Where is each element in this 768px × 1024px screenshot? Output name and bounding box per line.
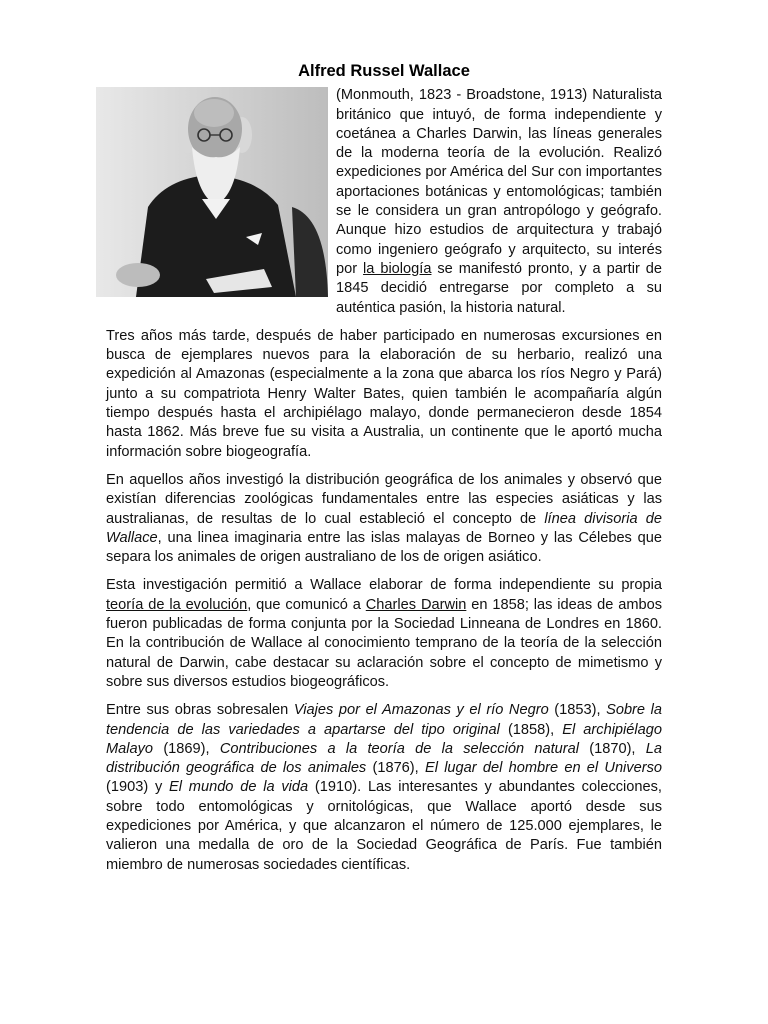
book-title: Sobre la tendencia de las variedades a apartarse del tipo original (106, 702, 662, 738)
book-title: El lugar del hombre en el Universo (424, 760, 662, 777)
text-run: (1876), (366, 760, 425, 777)
text-run: (1869), (153, 740, 220, 757)
paragraph-wallace-line (106, 471, 662, 567)
text-run: (1910). Las interesantes y abundantes colecciones, sobre todo entomológicas y ornitológicas, que Wallace aportó desde sus expediciones por América, y que alcanzaron el número de 125.000 ejemplares, le valieron una medalla de oro de la Sociedad Geográfica de París. Fue también miembro de numerosas sociedades científicas. (106, 779, 662, 873)
text-run: (1903) y (106, 779, 170, 796)
text-run: Esta investigación permitió a Wallace elaborar de forma independiente su propia (106, 577, 662, 594)
document-title: Alfred Russel Wallace (298, 62, 470, 80)
portrait-photo (96, 87, 328, 297)
text-run: en 1858; las ideas de ambos fueron publicadas de forma conjunta por la Sociedad Linneana de Londres en 1860. En la contribución de Wallace al conocimiento temprano de la teoría de la selección natural de Darwin, cabe destacar su aclaración sobre el concepto de mimetismo y sobre sus diversos estudios biogeográficos. (106, 596, 663, 690)
link-la-biologia[interactable]: la biología (363, 260, 432, 277)
link-teoria-evolucion[interactable]: teoría de la evolución (106, 596, 248, 613)
text-run: se manifestó pronto, y a partir de 1845 decidió entregarse por completo a su auténtica pasión, la historia natural. (336, 260, 662, 316)
book-title: La distribución geográfica de los animales (106, 740, 662, 777)
text-run: (1853), (548, 702, 607, 719)
text-run: (Monmouth, 1823 - Broadstone, 1913) Naturalista británico que intuyó, de forma independiente y coetánea a Charles Darwin, las líneas generales de la moderna teoría de la evolución. Realizó expediciones por América del Sur con importantes aportaciones botánicas y entomológicas; también se le considera un gran antropólogo y geógrafo. Aunque hizo estudios de arquitectura y trabajó como ingeniero geógrafo y arquitecto, su interés por (336, 87, 662, 277)
text-run: (1858), (499, 721, 563, 738)
text-run: En aquellos años investigó la distribución geográfica de los animales y observó que existían diferencias zoológicas fundamentales entre las especies asiáticas y las australianas, de resultas de lo cual estableció el concepto de (106, 471, 662, 527)
text-run: Entre sus obras sobresalen (106, 702, 294, 719)
paragraph-expeditions: Tres años más tarde, después de haber participado en numerosas excursiones en busca de ejemplares nuevos para la elaboración de su herbario, realizó una expedición al Amazonas (especialmente a la zona que abarca los ríos Negro y Pará) junto a su compatriota Henry Walter Bates, quien también le acompañaría algún tiempo después hasta el archipiélago malayo, donde permanecieron desde 1854 hasta 1862. Más breve fue su visita a Australia, un continente que le aportó mucha información sobre biogeografía. (106, 327, 662, 460)
text-run: , una linea imaginaria entre las islas malayas de Borneo y las Célebes que separa los animales de origen australiano de los de origen asiático. (106, 529, 662, 566)
book-title: El archipiélago Malayo (106, 721, 663, 757)
document-page (106, 62, 662, 884)
book-title: Contribuciones a la teoría de la selección natural (219, 740, 579, 757)
italic-term: línea divisoria de Wallace (106, 510, 662, 546)
text-run: (1870), (578, 740, 646, 757)
book-title: El mundo de la vida (169, 779, 309, 796)
text-run: , que comunicó a (247, 596, 366, 613)
paragraph-works (106, 701, 662, 875)
paragraph-evolution (106, 576, 662, 692)
link-charles-darwin[interactable]: Charles Darwin (365, 596, 467, 613)
portrait-image (96, 87, 328, 297)
book-title: Viajes por el Amazonas y el río Negro (293, 702, 549, 719)
